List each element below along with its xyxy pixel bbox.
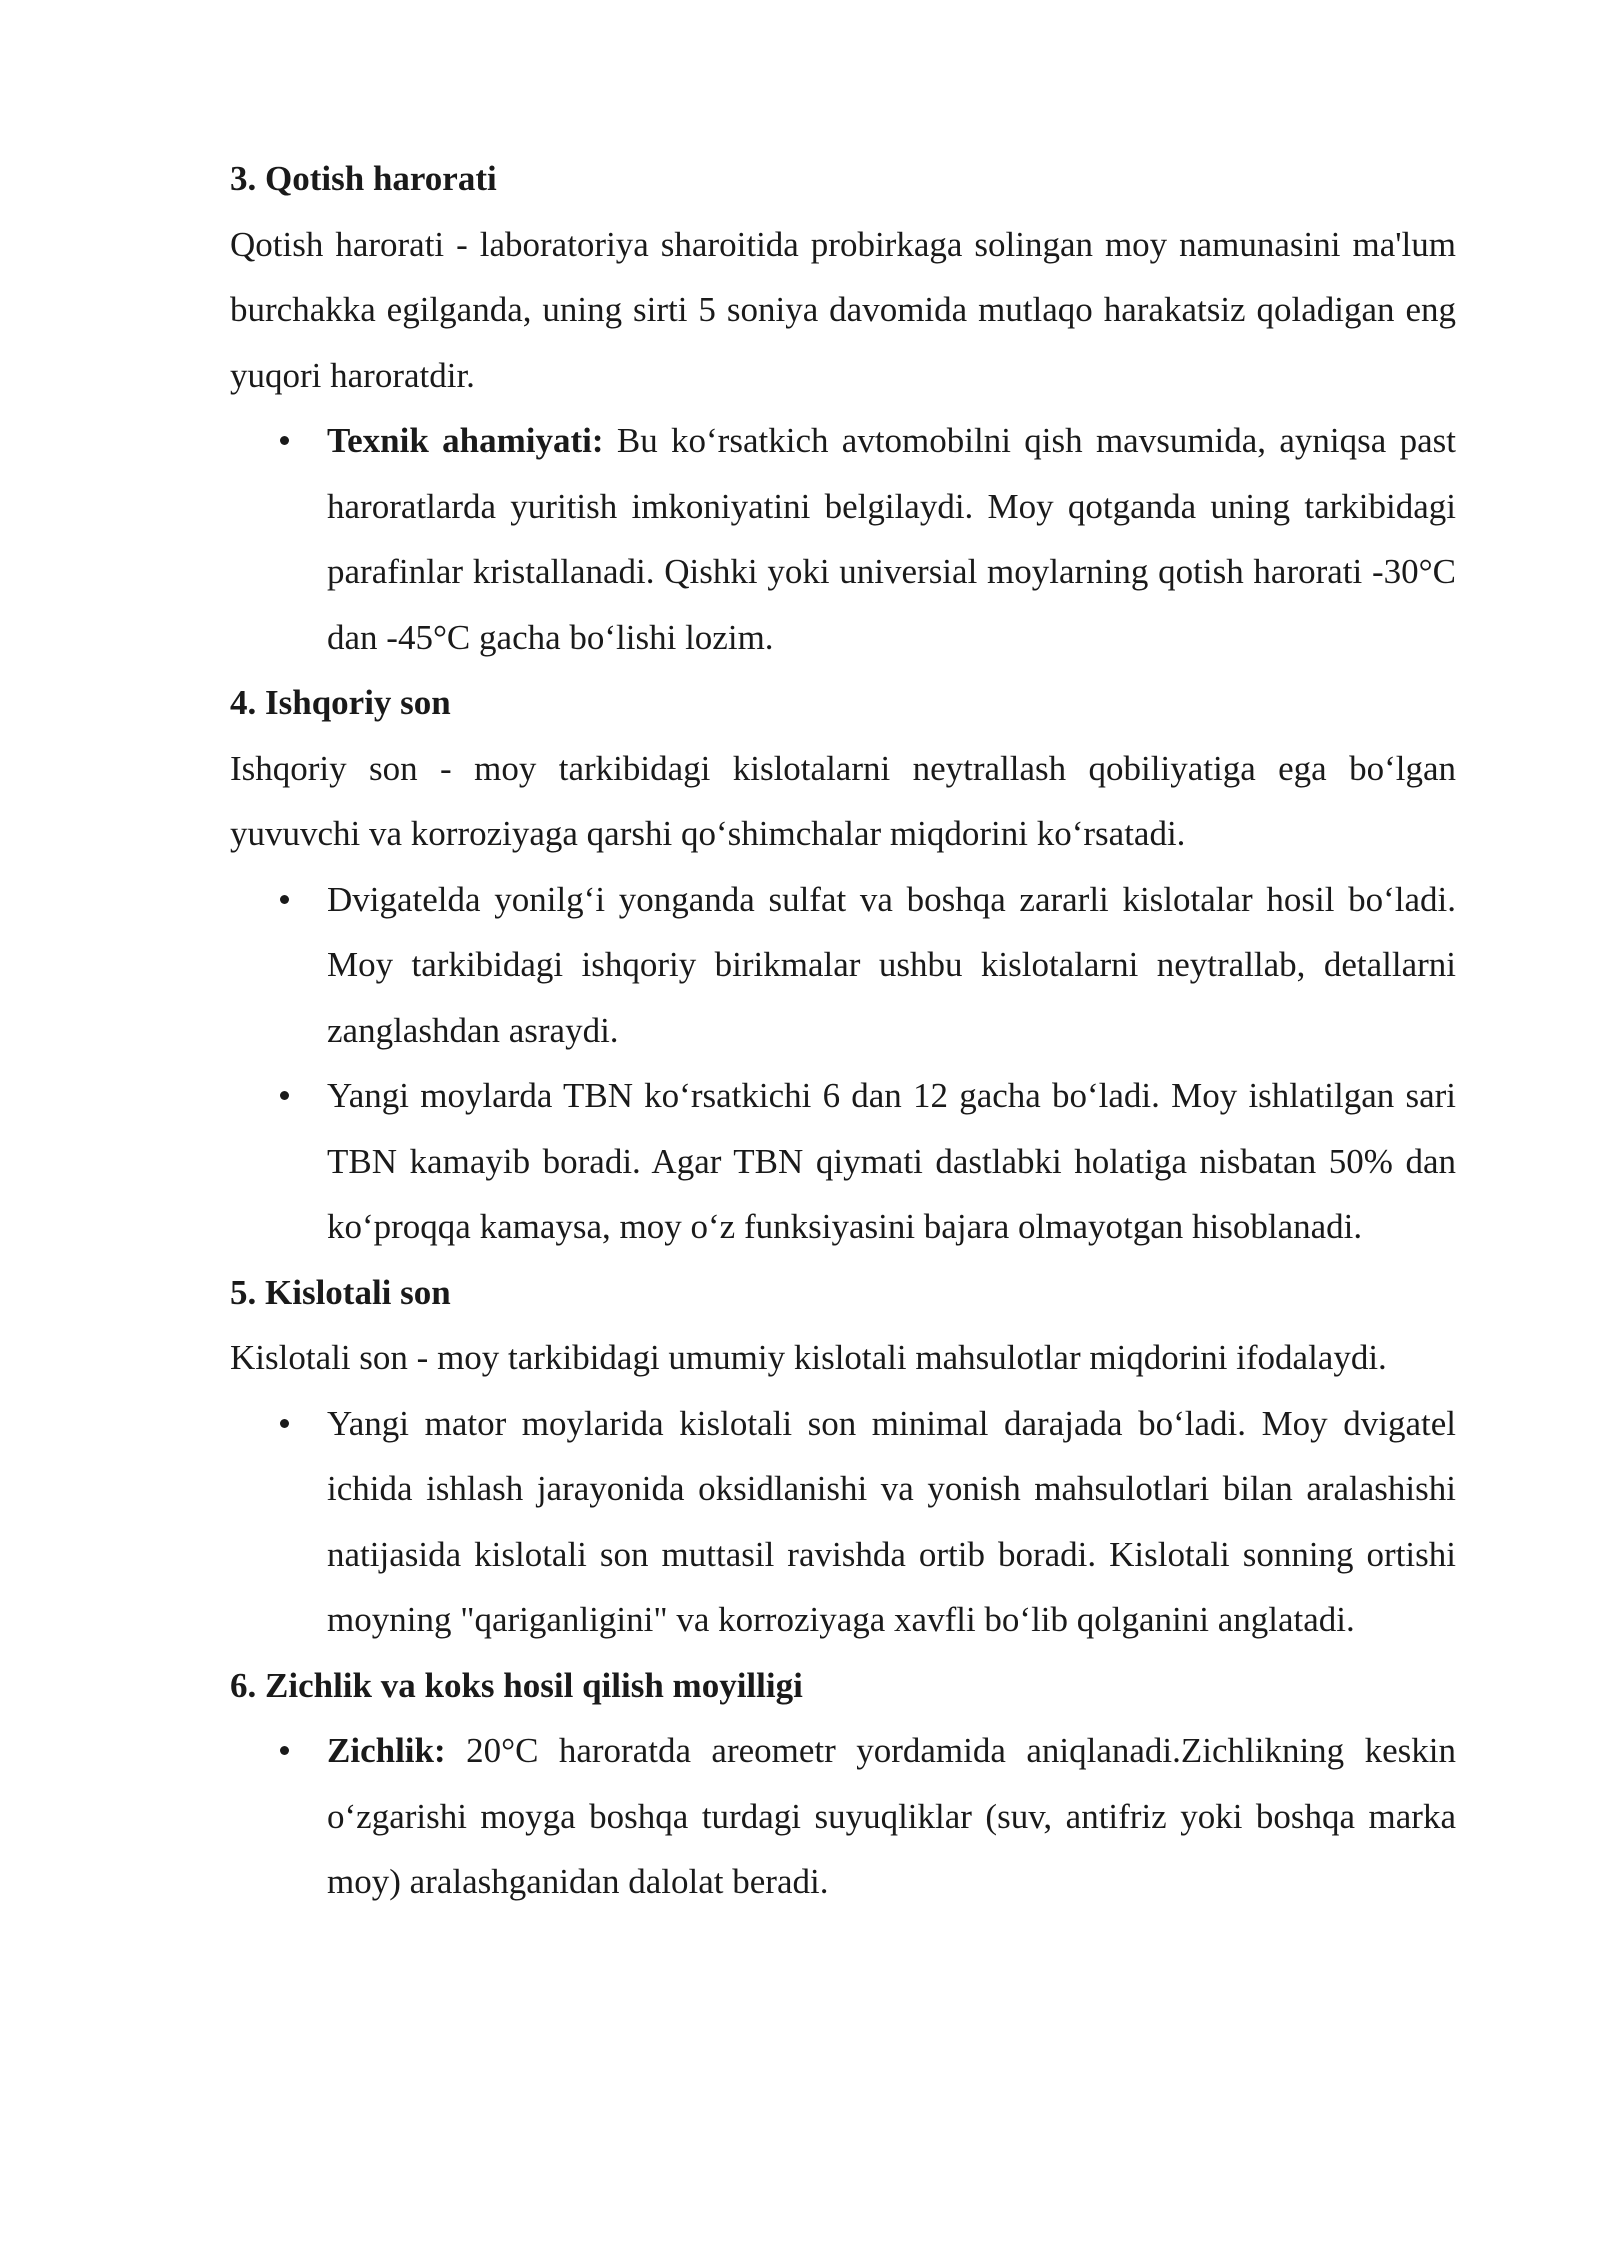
section-ishqoriy-son xyxy=(230,670,1456,1260)
section-heading: 3. Qotish harorati xyxy=(230,159,497,198)
bullet-icon xyxy=(280,895,289,904)
list-item xyxy=(230,867,1456,1064)
bullet-icon xyxy=(280,436,289,445)
bullet-text: Yangi mator moylarida kislotali son minimal darajada bo‘ladi. Moy dvigatel ichida ishlash jarayonida oksidlanishi va yonish mahsulotlari bilan aralashishi natijasida kislotali son muttasil ravishda ortib boradi. Kislotali sonning ortishi moyning "qariganligini" va korroziyaga xavfli bo‘lib qolganini anglatadi. xyxy=(327,1403,1456,1639)
list-item xyxy=(230,408,1456,670)
section-paragraph: Qotish harorati - laboratoriya sharoitida probirkaga solingan moy namunasini ma'lum burchakka egilganda, uning sirti 5 soniya davomida mutlaqo harakatsiz qoladigan eng yuqori haroratdir. xyxy=(230,224,1456,395)
bullet-term: Zichlik: xyxy=(327,1731,446,1770)
bullet-icon xyxy=(280,1091,289,1100)
list-item xyxy=(230,1063,1456,1260)
list-item xyxy=(230,1718,1456,1915)
bullet-list xyxy=(230,867,1456,1260)
bullet-list xyxy=(230,408,1456,670)
bullet-text: Bu ko‘rsatkich avtomobilni qish mavsumida, ayniqsa past haroratlarda yuritish imkoniyatini belgilaydi. Moy qotganda uning tarkibidagi parafinlar kristallanadi. Qishki yoki universial moylarning qotish harorati -30°C dan -45°C gacha bo‘lishi lozim. xyxy=(327,421,1456,657)
bullet-text: Yangi moylarda TBN ko‘rsatkichi 6 dan 12 gacha bo‘ladi. Moy ishlatilgan sari TBN kamayib boradi. Agar TBN qiymati dastlabki holatiga nisbatan 50% dan ko‘proqqa kamaysa, moy o‘z funksiyasini bajara olmayotgan hisoblanadi. xyxy=(327,1076,1456,1246)
section-kislotali-son xyxy=(230,1260,1456,1653)
bullet-list xyxy=(230,1391,1456,1653)
bullet-icon xyxy=(280,1419,289,1428)
bullet-text: 20°C haroratda areometr yordamida aniqlanadi.Zichlikning keskin o‘zgarishi moyga boshqa turdagi suyuqliklar (suv, antifriz yoki boshqa marka moy) aralashganidan dalolat beradi. xyxy=(327,1731,1456,1901)
document-page xyxy=(230,146,1456,1915)
section-heading: 5. Kislotali son xyxy=(230,1272,451,1312)
section-paragraph: Kislotali son - moy tarkibidagi umumiy kislotali mahsulotlar miqdorini ifodalaydi. xyxy=(230,1338,1387,1377)
list-item xyxy=(230,1391,1456,1653)
section-heading: 6. Zichlik va koks hosil qilish moyilligi xyxy=(230,1665,803,1705)
section-qotish-harorati xyxy=(230,146,1456,670)
bullet-list xyxy=(230,1718,1456,1915)
section-heading: 4. Ishqoriy son xyxy=(230,683,451,722)
bullet-icon xyxy=(280,1746,289,1755)
bullet-term: Texnik ahamiyati: xyxy=(327,421,604,460)
section-paragraph: Ishqoriy son - moy tarkibidagi kislotalarni neytrallash qobiliyatiga ega bo‘lgan yuvuvchi va korroziyaga qarshi qo‘shimchalar miqdorini ko‘rsatadi. xyxy=(230,748,1456,853)
bullet-text: Dvigatelda yonilg‘i yonganda sulfat va boshqa zararli kislotalar hosil bo‘ladi. Moy tarkibidagi ishqoriy birikmalar ushbu kislotalarni neytrallab, detallarni zanglashdan asraydi. xyxy=(327,879,1456,1050)
section-zichlik xyxy=(230,1653,1456,1915)
